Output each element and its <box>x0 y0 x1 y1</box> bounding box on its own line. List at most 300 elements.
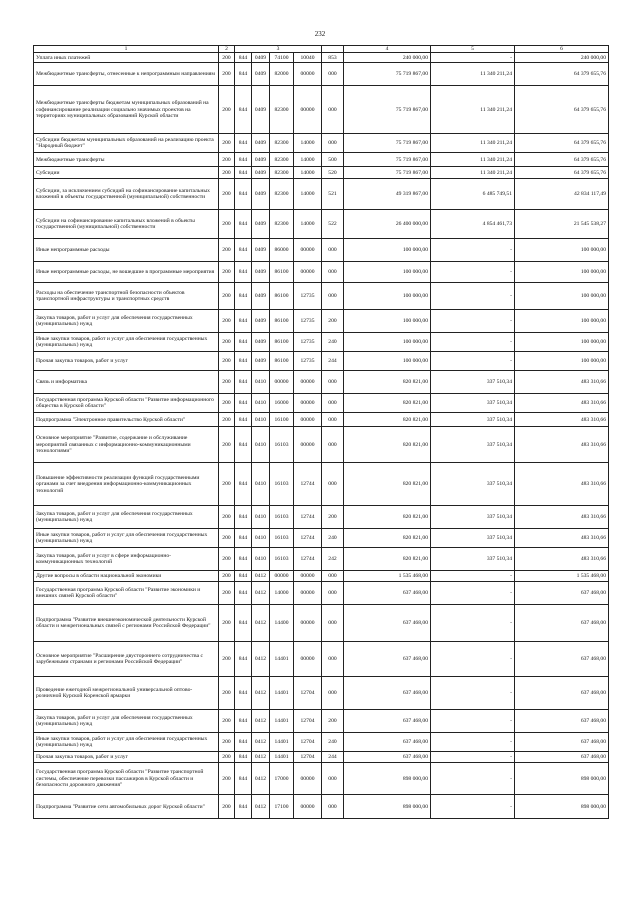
row-value: 6 485 749,51 <box>431 179 515 210</box>
row-code: 0412 <box>252 733 270 752</box>
row-value: 898 000,00 <box>344 795 431 819</box>
row-code: 844 <box>235 167 252 179</box>
row-code: 86100 <box>270 262 294 283</box>
row-code: 844 <box>235 677 252 710</box>
table-row <box>34 763 609 795</box>
row-code: 844 <box>235 153 252 167</box>
row-value: - <box>431 763 515 795</box>
row-name: Расходы на обеспечение транспортной безопасности объектов транспортной инфраструктуры и транспортных средств <box>34 283 219 310</box>
row-code: 0409 <box>252 53 270 63</box>
row-code: 844 <box>235 239 252 262</box>
row-value: 100 000,00 <box>344 239 431 262</box>
row-code: 82300 <box>270 86 294 134</box>
row-value: - <box>431 352 515 371</box>
table-row <box>34 548 609 571</box>
row-code: 86100 <box>270 352 294 371</box>
row-code: 200 <box>219 582 235 605</box>
row-value: 483 310,66 <box>515 506 609 529</box>
row-code: 0409 <box>252 167 270 179</box>
row-code: 000 <box>322 582 344 605</box>
row-code: 200 <box>219 262 235 283</box>
row-value: 100 000,00 <box>515 310 609 333</box>
row-name: Государственная программа Курской области "Развитие экономики и внешних связей Курской области" <box>34 582 219 605</box>
row-code: 844 <box>235 53 252 63</box>
table-row <box>34 710 609 733</box>
row-code: 844 <box>235 605 252 642</box>
row-value: 483 310,66 <box>515 371 609 394</box>
row-code: 200 <box>219 463 235 506</box>
row-value: 820 821,00 <box>344 394 431 413</box>
row-value: 11 340 211,24 <box>431 153 515 167</box>
row-code: 200 <box>219 571 235 582</box>
row-value: 100 000,00 <box>515 283 609 310</box>
row-code: 000 <box>322 795 344 819</box>
row-code: 0409 <box>252 63 270 86</box>
row-name: Повышение эффективности реализации функций государственными органами за счет внедрения информационно-коммуникационных технологий <box>34 463 219 506</box>
row-code: 14401 <box>270 710 294 733</box>
row-code: 000 <box>322 394 344 413</box>
row-code: 000 <box>322 371 344 394</box>
row-value: 42 834 117,49 <box>515 179 609 210</box>
row-code: 844 <box>235 210 252 239</box>
row-name: Иные непрограммные расходы <box>34 239 219 262</box>
table-row <box>34 134 609 153</box>
row-code: 16000 <box>270 394 294 413</box>
row-code: 12735 <box>294 310 322 333</box>
row-code: 0412 <box>252 752 270 763</box>
table-row <box>34 352 609 371</box>
row-code: 844 <box>235 795 252 819</box>
row-value: 64 379 655,76 <box>515 167 609 179</box>
row-code: 844 <box>235 333 252 352</box>
table-row <box>34 310 609 333</box>
row-code: 200 <box>219 371 235 394</box>
row-code: 240 <box>322 733 344 752</box>
row-value: 64 379 655,76 <box>515 134 609 153</box>
row-code: 200 <box>219 642 235 677</box>
row-code: 0412 <box>252 763 270 795</box>
row-value: - <box>431 642 515 677</box>
row-code: 200 <box>219 529 235 548</box>
row-code: 844 <box>235 371 252 394</box>
header-cell: 5 <box>431 46 515 53</box>
row-name: Закупка товаров, работ и услуг в сфере информационно-коммуникационных технологий <box>34 548 219 571</box>
row-code: 200 <box>219 733 235 752</box>
row-code: 00000 <box>294 571 322 582</box>
row-code: 844 <box>235 310 252 333</box>
row-value: - <box>431 310 515 333</box>
row-code: 00000 <box>294 63 322 86</box>
row-code: 000 <box>322 413 344 427</box>
row-code: 0412 <box>252 571 270 582</box>
row-value: 49 319 867,00 <box>344 179 431 210</box>
row-value: 637 468,00 <box>515 752 609 763</box>
row-name: Иные закупки товаров, работ и услуг для обеспечения государственных (муниципальных) нужд <box>34 529 219 548</box>
row-code: 844 <box>235 752 252 763</box>
row-code: 00000 <box>294 86 322 134</box>
row-value: 637 468,00 <box>344 582 431 605</box>
row-code: 0410 <box>252 548 270 571</box>
row-name: Подпрограмма "Развитие внешнеэкономической деятельности Курской области и межрегиональных связей с регионами Российской Федерации" <box>34 605 219 642</box>
row-value: 637 468,00 <box>515 677 609 710</box>
row-value: 100 000,00 <box>344 283 431 310</box>
row-code: 0410 <box>252 463 270 506</box>
row-value: 637 468,00 <box>515 582 609 605</box>
header-cell <box>322 46 344 53</box>
row-value: 75 719 867,00 <box>344 86 431 134</box>
row-value: 11 340 211,24 <box>431 134 515 153</box>
row-code: 844 <box>235 733 252 752</box>
table-row <box>34 427 609 463</box>
row-code: 0412 <box>252 642 270 677</box>
row-value: 337 510,34 <box>431 394 515 413</box>
row-value: 75 719 867,00 <box>344 167 431 179</box>
table-row <box>34 571 609 582</box>
row-code: 00000 <box>294 642 322 677</box>
table-row <box>34 86 609 134</box>
table-row <box>34 153 609 167</box>
row-code: 14401 <box>270 733 294 752</box>
row-code: 200 <box>219 239 235 262</box>
row-code: 0412 <box>252 677 270 710</box>
row-value: 483 310,66 <box>515 529 609 548</box>
row-name: Субсидии, за исключением субсидий на софинансирование капитальных вложений в объекты государственной (муниципальной) собственности <box>34 179 219 210</box>
row-code: 200 <box>219 394 235 413</box>
row-code: 16103 <box>270 463 294 506</box>
row-code: 12704 <box>294 733 322 752</box>
row-value: - <box>431 53 515 63</box>
row-code: 00000 <box>294 427 322 463</box>
row-value: 337 510,34 <box>431 506 515 529</box>
row-value: 75 719 867,00 <box>344 134 431 153</box>
row-name: Проведение ежегодной межрегиональной универсальной оптово-розничной Курской Коренской ярмарки <box>34 677 219 710</box>
table-row <box>34 283 609 310</box>
row-code: 844 <box>235 179 252 210</box>
row-value: 820 821,00 <box>344 371 431 394</box>
row-code: 200 <box>219 167 235 179</box>
table-row <box>34 795 609 819</box>
row-name: Другие вопросы в области национальной экономики <box>34 571 219 582</box>
row-value: - <box>431 582 515 605</box>
row-name: Связь и информатика <box>34 371 219 394</box>
row-value: - <box>431 283 515 310</box>
row-value: 100 000,00 <box>344 262 431 283</box>
row-code: 12744 <box>294 506 322 529</box>
row-value: 637 468,00 <box>515 642 609 677</box>
row-code: 12735 <box>294 283 322 310</box>
column-number-header <box>34 46 609 53</box>
row-code: 12744 <box>294 548 322 571</box>
row-code: 844 <box>235 571 252 582</box>
row-code: 200 <box>219 427 235 463</box>
row-value: 483 310,66 <box>515 548 609 571</box>
table-row <box>34 605 609 642</box>
row-code: 200 <box>219 352 235 371</box>
row-name: Подпрограмма "Развитие сети автомобильных дорог Курской области" <box>34 795 219 819</box>
row-name: Закупка товаров, работ и услуг для обеспечения государственных (муниципальных) нужд <box>34 506 219 529</box>
row-value: 4 854 461,73 <box>431 210 515 239</box>
header-cell: 4 <box>344 46 431 53</box>
table-row <box>34 752 609 763</box>
row-code: 200 <box>219 413 235 427</box>
row-code: 844 <box>235 86 252 134</box>
row-value: 26 400 000,00 <box>344 210 431 239</box>
row-code: 82300 <box>270 210 294 239</box>
row-name: Основное мероприятие "Расширение двустороннего сотрудничества с зарубежными странами и регионами Российской Федерации" <box>34 642 219 677</box>
row-value: 337 510,34 <box>431 371 515 394</box>
row-code: 00000 <box>294 262 322 283</box>
row-code: 00000 <box>294 239 322 262</box>
row-code: 14000 <box>270 582 294 605</box>
row-value: 820 821,00 <box>344 529 431 548</box>
row-value: - <box>431 733 515 752</box>
header-cell: 1 <box>34 46 219 53</box>
row-code: 000 <box>322 463 344 506</box>
row-value: 483 310,66 <box>515 394 609 413</box>
row-value: 64 379 655,76 <box>515 153 609 167</box>
row-value: 21 545 538,27 <box>515 210 609 239</box>
row-value: 637 468,00 <box>344 733 431 752</box>
row-code: 200 <box>219 763 235 795</box>
row-value: 637 468,00 <box>515 710 609 733</box>
row-code: 200 <box>219 752 235 763</box>
row-name: Государственная программа Курской области "Развитие информационного общества в Курской области" <box>34 394 219 413</box>
row-code: 12744 <box>294 529 322 548</box>
row-value: 337 510,34 <box>431 463 515 506</box>
table-row <box>34 463 609 506</box>
row-code: 0410 <box>252 529 270 548</box>
row-code: 14401 <box>270 752 294 763</box>
row-code: 844 <box>235 63 252 86</box>
row-code: 12704 <box>294 677 322 710</box>
row-value: 240 000,00 <box>344 53 431 63</box>
row-code: 12704 <box>294 710 322 733</box>
row-name: Подпрограмма "Электронное правительство Курской области" <box>34 413 219 427</box>
row-code: 0409 <box>252 262 270 283</box>
row-name: Иные закупки товаров, работ и услуг для обеспечения государственных (муниципальных) нужд <box>34 733 219 752</box>
table-row <box>34 371 609 394</box>
table-body <box>34 53 609 819</box>
row-code: 000 <box>322 63 344 86</box>
row-name: Межбюджетные трансферты <box>34 153 219 167</box>
row-code: 844 <box>235 642 252 677</box>
row-code: 844 <box>235 134 252 153</box>
row-name: Прочая закупка товаров, работ и услуг <box>34 752 219 763</box>
row-code: 0410 <box>252 394 270 413</box>
row-code: 844 <box>235 710 252 733</box>
row-code: 200 <box>219 548 235 571</box>
row-value: 820 821,00 <box>344 506 431 529</box>
header-cell: 3 <box>235 46 322 53</box>
row-value: - <box>431 710 515 733</box>
row-code: 200 <box>219 63 235 86</box>
row-code: 86100 <box>270 310 294 333</box>
row-value: 898 000,00 <box>344 763 431 795</box>
row-value: 100 000,00 <box>515 262 609 283</box>
row-code: 200 <box>219 53 235 63</box>
row-code: 200 <box>219 795 235 819</box>
row-code: 0409 <box>252 86 270 134</box>
row-value: 75 719 867,00 <box>344 153 431 167</box>
row-value: 637 468,00 <box>344 605 431 642</box>
row-value: 637 468,00 <box>344 642 431 677</box>
row-code: 844 <box>235 463 252 506</box>
row-code: 82000 <box>270 63 294 86</box>
row-code: 844 <box>235 763 252 795</box>
row-code: 844 <box>235 394 252 413</box>
row-value: 637 468,00 <box>515 733 609 752</box>
row-value: 820 821,00 <box>344 548 431 571</box>
row-code: 200 <box>219 310 235 333</box>
row-code: 844 <box>235 427 252 463</box>
row-code: 14000 <box>294 210 322 239</box>
row-code: 16103 <box>270 548 294 571</box>
row-code: 0412 <box>252 710 270 733</box>
row-value: 100 000,00 <box>344 333 431 352</box>
table-row <box>34 53 609 63</box>
table-row <box>34 333 609 352</box>
row-code: 853 <box>322 53 344 63</box>
row-code: 844 <box>235 352 252 371</box>
row-value: 337 510,34 <box>431 529 515 548</box>
table-row <box>34 677 609 710</box>
row-code: 86100 <box>270 333 294 352</box>
row-code: 00000 <box>294 371 322 394</box>
row-value: 898 000,00 <box>515 795 609 819</box>
row-code: 16103 <box>270 506 294 529</box>
row-value: 637 468,00 <box>515 605 609 642</box>
row-value: 637 468,00 <box>344 752 431 763</box>
table-row <box>34 413 609 427</box>
row-code: 12744 <box>294 463 322 506</box>
row-code: 844 <box>235 413 252 427</box>
row-code: 200 <box>219 283 235 310</box>
table-row <box>34 179 609 210</box>
row-value: 64 379 655,76 <box>515 63 609 86</box>
row-code: 0409 <box>252 153 270 167</box>
row-value: 820 821,00 <box>344 413 431 427</box>
row-code: 844 <box>235 582 252 605</box>
row-code: 200 <box>219 710 235 733</box>
row-code: 0409 <box>252 310 270 333</box>
row-code: 14000 <box>294 153 322 167</box>
row-code: 16100 <box>270 413 294 427</box>
row-code: 82300 <box>270 167 294 179</box>
row-code: 000 <box>322 763 344 795</box>
row-code: 000 <box>322 642 344 677</box>
table-row <box>34 239 609 262</box>
row-code: 00000 <box>270 571 294 582</box>
row-code: 200 <box>219 153 235 167</box>
row-value: 637 468,00 <box>344 710 431 733</box>
row-code: 0409 <box>252 352 270 371</box>
row-name: Субсидии <box>34 167 219 179</box>
row-name: Субсидии на софинансирование капитальных вложений в объекты государственной (муниципальной) собственности <box>34 210 219 239</box>
header-cell: 6 <box>515 46 609 53</box>
row-value: - <box>431 605 515 642</box>
row-code: 14401 <box>270 677 294 710</box>
row-code: 14401 <box>270 642 294 677</box>
row-code: 12735 <box>294 352 322 371</box>
row-code: 200 <box>219 677 235 710</box>
row-code: 244 <box>322 352 344 371</box>
row-code: 200 <box>219 179 235 210</box>
row-code: 12735 <box>294 333 322 352</box>
table-row <box>34 394 609 413</box>
row-code: 000 <box>322 571 344 582</box>
row-value: 1 535 468,00 <box>515 571 609 582</box>
row-name: Основное мероприятие "Развитие, содержание и обслуживание мероприятий связанных с информационно-коммуникационными технологиями" <box>34 427 219 463</box>
row-value: 64 379 655,76 <box>515 86 609 134</box>
row-code: 82300 <box>270 153 294 167</box>
row-code: 00000 <box>294 394 322 413</box>
row-code: 14000 <box>294 179 322 210</box>
row-value: 100 000,00 <box>515 333 609 352</box>
row-name: Прочая закупка товаров, работ и услуг <box>34 352 219 371</box>
row-value: 337 510,34 <box>431 413 515 427</box>
row-value: 11 340 211,24 <box>431 167 515 179</box>
row-code: 200 <box>219 210 235 239</box>
row-code: 16103 <box>270 427 294 463</box>
row-value: 1 535 468,00 <box>344 571 431 582</box>
row-code: 0409 <box>252 283 270 310</box>
row-code: 520 <box>322 167 344 179</box>
row-value: - <box>431 262 515 283</box>
row-name: Закупка товаров, работ и услуг для обеспечения государственных (муниципальных) нужд <box>34 310 219 333</box>
row-code: 521 <box>322 179 344 210</box>
table-row <box>34 582 609 605</box>
row-code: 0410 <box>252 506 270 529</box>
row-code: 0412 <box>252 582 270 605</box>
row-code: 0412 <box>252 795 270 819</box>
row-code: 0409 <box>252 239 270 262</box>
row-code: 000 <box>322 427 344 463</box>
row-code: 500 <box>322 153 344 167</box>
row-code: 16103 <box>270 529 294 548</box>
row-code: 12704 <box>294 752 322 763</box>
table-row <box>34 642 609 677</box>
row-code: 10040 <box>294 53 322 63</box>
budget-table <box>33 45 609 819</box>
row-value: 100 000,00 <box>344 352 431 371</box>
row-value: - <box>431 677 515 710</box>
row-code: 0409 <box>252 179 270 210</box>
row-code: 240 <box>322 529 344 548</box>
row-value: 820 821,00 <box>344 427 431 463</box>
row-code: 14400 <box>270 605 294 642</box>
row-name: Уплата иных платежей <box>34 53 219 63</box>
row-code: 200 <box>219 506 235 529</box>
row-code: 844 <box>235 506 252 529</box>
row-value: 337 510,34 <box>431 548 515 571</box>
row-code: 200 <box>219 134 235 153</box>
row-value: - <box>431 333 515 352</box>
row-code: 200 <box>322 310 344 333</box>
row-name: Субсидии бюджетам муниципальных образований на реализацию проекта "Народный бюджет" <box>34 134 219 153</box>
row-value: - <box>431 239 515 262</box>
row-value: 100 000,00 <box>344 310 431 333</box>
table-row <box>34 506 609 529</box>
row-code: 00000 <box>294 413 322 427</box>
row-value: - <box>431 752 515 763</box>
row-code: 0409 <box>252 134 270 153</box>
table-row <box>34 210 609 239</box>
row-code: 200 <box>219 605 235 642</box>
row-code: 0412 <box>252 605 270 642</box>
table-row <box>34 733 609 752</box>
row-value: 483 310,66 <box>515 463 609 506</box>
row-code: 000 <box>322 134 344 153</box>
